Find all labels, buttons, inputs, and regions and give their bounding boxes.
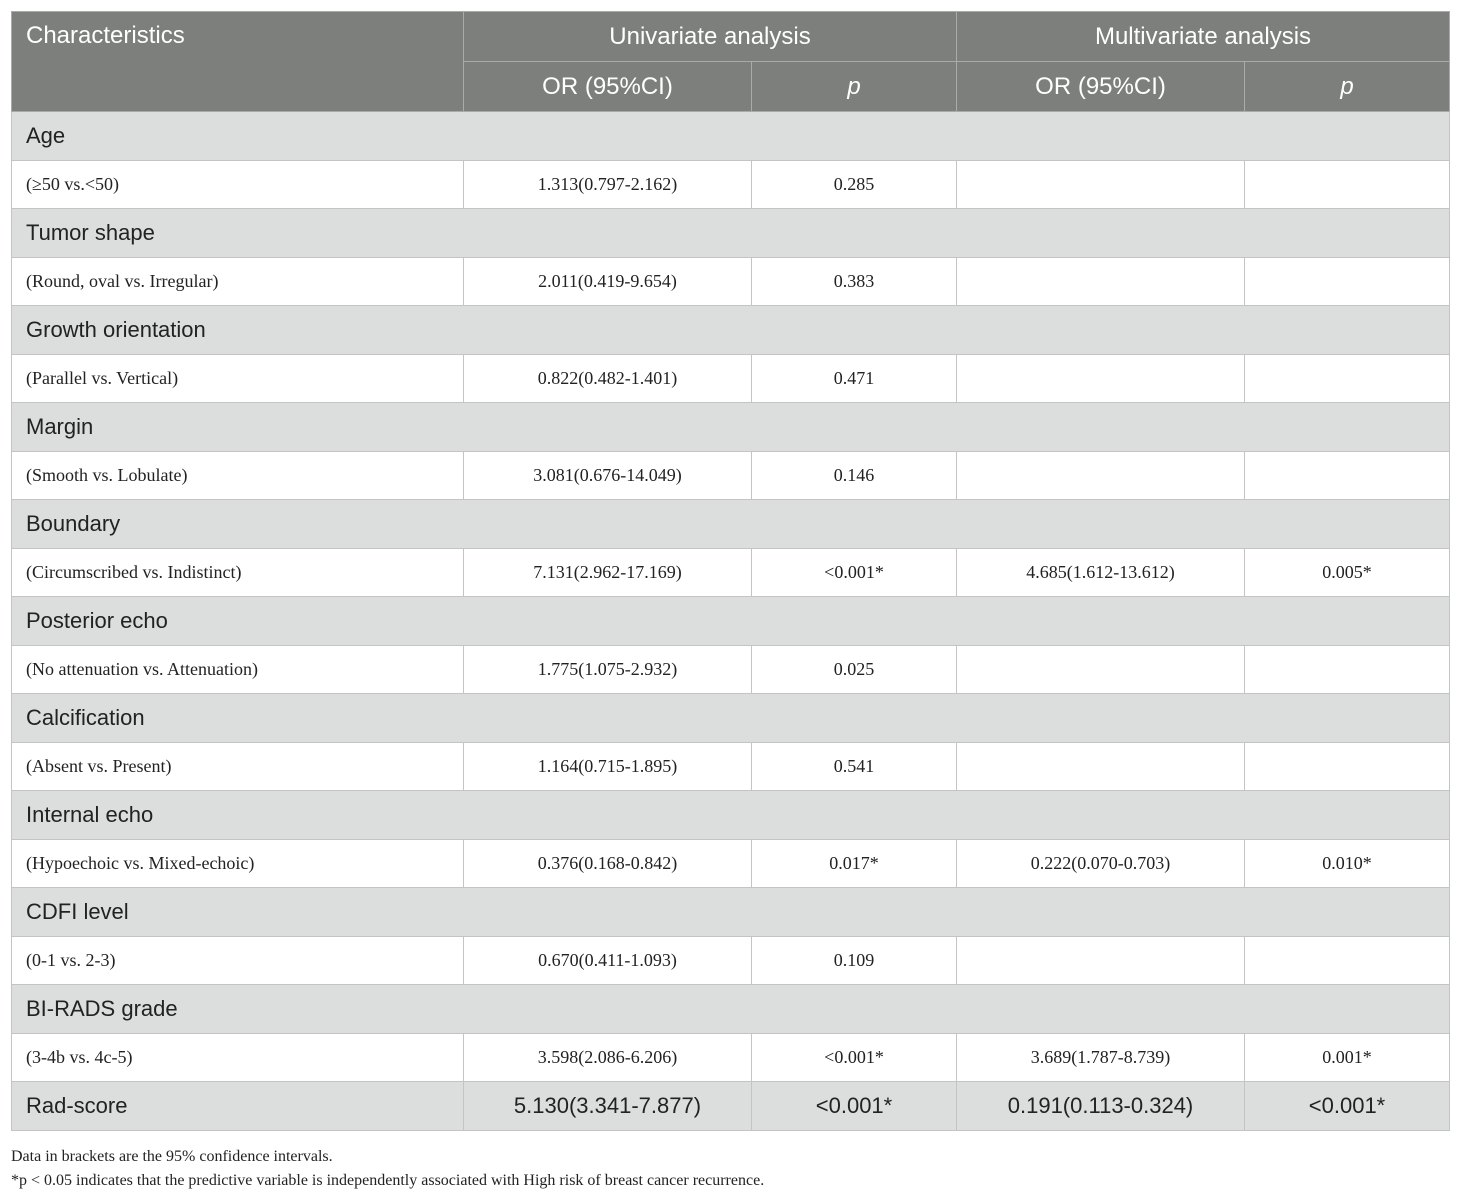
group-label: Margin xyxy=(12,403,1450,452)
uni-p-cell: 0.109 xyxy=(752,937,957,985)
group-label: Tumor shape xyxy=(12,209,1450,258)
multi-p-cell xyxy=(1245,452,1450,500)
table-row xyxy=(12,355,1450,403)
multi-p-cell xyxy=(1245,937,1450,985)
table-row xyxy=(12,937,1450,985)
rad-multi-p-cell: <0.001* xyxy=(1245,1082,1450,1131)
multi-or-cell: 0.222(0.070-0.703) xyxy=(957,840,1245,888)
header-characteristics: Characteristics xyxy=(12,12,464,112)
multi-p-cell: 0.001* xyxy=(1245,1034,1450,1082)
table-row xyxy=(12,549,1450,597)
uni-or-cell: 1.775(1.075-2.932) xyxy=(464,646,752,694)
table-row xyxy=(12,840,1450,888)
uni-p-cell: 0.146 xyxy=(752,452,957,500)
uni-or-cell: 0.822(0.482-1.401) xyxy=(464,355,752,403)
group-row xyxy=(12,403,1450,452)
group-label: Age xyxy=(12,112,1450,161)
regression-table xyxy=(11,11,1450,1131)
uni-p-cell: <0.001* xyxy=(752,549,957,597)
uni-p-cell: 0.017* xyxy=(752,840,957,888)
uni-p-cell: 0.285 xyxy=(752,161,957,209)
row-label: (Circumscribed vs. Indistinct) xyxy=(12,549,464,597)
multi-or-cell xyxy=(957,355,1245,403)
header-multivariate: Multivariate analysis xyxy=(957,12,1450,62)
row-label: (Absent vs. Present) xyxy=(12,743,464,791)
header-multi-p: p xyxy=(1245,62,1450,112)
multi-p-cell xyxy=(1245,646,1450,694)
results-table-container xyxy=(11,11,1449,1131)
uni-p-cell: 0.025 xyxy=(752,646,957,694)
uni-or-cell: 7.131(2.962-17.169) xyxy=(464,549,752,597)
group-label: Posterior echo xyxy=(12,597,1450,646)
uni-or-cell: 3.081(0.676-14.049) xyxy=(464,452,752,500)
rad-score-label: Rad-score xyxy=(12,1082,464,1131)
uni-p-cell: <0.001* xyxy=(752,1034,957,1082)
uni-p-cell: 0.541 xyxy=(752,743,957,791)
multi-p-cell: 0.010* xyxy=(1245,840,1450,888)
multi-or-cell xyxy=(957,646,1245,694)
row-label: (Parallel vs. Vertical) xyxy=(12,355,464,403)
header-uni-or: OR (95%CI) xyxy=(464,62,752,112)
group-row xyxy=(12,306,1450,355)
multi-or-cell xyxy=(957,937,1245,985)
row-label: (≥50 vs.<50) xyxy=(12,161,464,209)
header-multi-or: OR (95%CI) xyxy=(957,62,1245,112)
group-row xyxy=(12,597,1450,646)
multi-p-cell xyxy=(1245,161,1450,209)
multi-p-cell xyxy=(1245,258,1450,306)
footnote-significance: *p < 0.05 indicates that the predictive variable is independently associated with High risk of breast cancer recurrence. xyxy=(11,1172,765,1189)
rad-score-row xyxy=(12,1082,1450,1131)
group-row xyxy=(12,209,1450,258)
multi-p-cell xyxy=(1245,743,1450,791)
group-row xyxy=(12,500,1450,549)
table-row xyxy=(12,1034,1450,1082)
rad-uni-p-cell: <0.001* xyxy=(752,1082,957,1131)
uni-or-cell: 1.164(0.715-1.895) xyxy=(464,743,752,791)
uni-or-cell: 2.011(0.419-9.654) xyxy=(464,258,752,306)
row-label: (No attenuation vs. Attenuation) xyxy=(12,646,464,694)
row-label: (Round, oval vs. Irregular) xyxy=(12,258,464,306)
rad-multi-or-cell: 0.191(0.113-0.324) xyxy=(957,1082,1245,1131)
row-label: (0-1 vs. 2-3) xyxy=(12,937,464,985)
uni-p-cell: 0.471 xyxy=(752,355,957,403)
header-univariate: Univariate analysis xyxy=(464,12,957,62)
group-label: BI-RADS grade xyxy=(12,985,1450,1034)
rad-uni-or-cell: 5.130(3.341-7.877) xyxy=(464,1082,752,1131)
group-row xyxy=(12,694,1450,743)
table-row xyxy=(12,743,1450,791)
multi-p-cell: 0.005* xyxy=(1245,549,1450,597)
table-body xyxy=(12,112,1450,1131)
group-label: Calcification xyxy=(12,694,1450,743)
multi-or-cell xyxy=(957,161,1245,209)
uni-p-cell: 0.383 xyxy=(752,258,957,306)
table-row xyxy=(12,452,1450,500)
group-row xyxy=(12,112,1450,161)
uni-or-cell: 0.670(0.411-1.093) xyxy=(464,937,752,985)
multi-or-cell: 3.689(1.787-8.739) xyxy=(957,1034,1245,1082)
multi-or-cell xyxy=(957,452,1245,500)
uni-or-cell: 1.313(0.797-2.162) xyxy=(464,161,752,209)
uni-or-cell: 0.376(0.168-0.842) xyxy=(464,840,752,888)
table-row xyxy=(12,646,1450,694)
multi-p-cell xyxy=(1245,355,1450,403)
multi-or-cell xyxy=(957,743,1245,791)
row-label: (Smooth vs. Lobulate) xyxy=(12,452,464,500)
row-label: (3-4b vs. 4c-5) xyxy=(12,1034,464,1082)
group-label: Boundary xyxy=(12,500,1450,549)
group-label: CDFI level xyxy=(12,888,1450,937)
row-label: (Hypoechoic vs. Mixed-echoic) xyxy=(12,840,464,888)
multi-or-cell: 4.685(1.612-13.612) xyxy=(957,549,1245,597)
table-row xyxy=(12,258,1450,306)
group-row xyxy=(12,791,1450,840)
multi-or-cell xyxy=(957,258,1245,306)
group-label: Growth orientation xyxy=(12,306,1450,355)
footnote-ci: Data in brackets are the 95% confidence intervals. xyxy=(11,1148,333,1165)
uni-or-cell: 3.598(2.086-6.206) xyxy=(464,1034,752,1082)
group-label: Internal echo xyxy=(12,791,1450,840)
table-row xyxy=(12,161,1450,209)
header-uni-p: p xyxy=(752,62,957,112)
group-row xyxy=(12,985,1450,1034)
group-row xyxy=(12,888,1450,937)
